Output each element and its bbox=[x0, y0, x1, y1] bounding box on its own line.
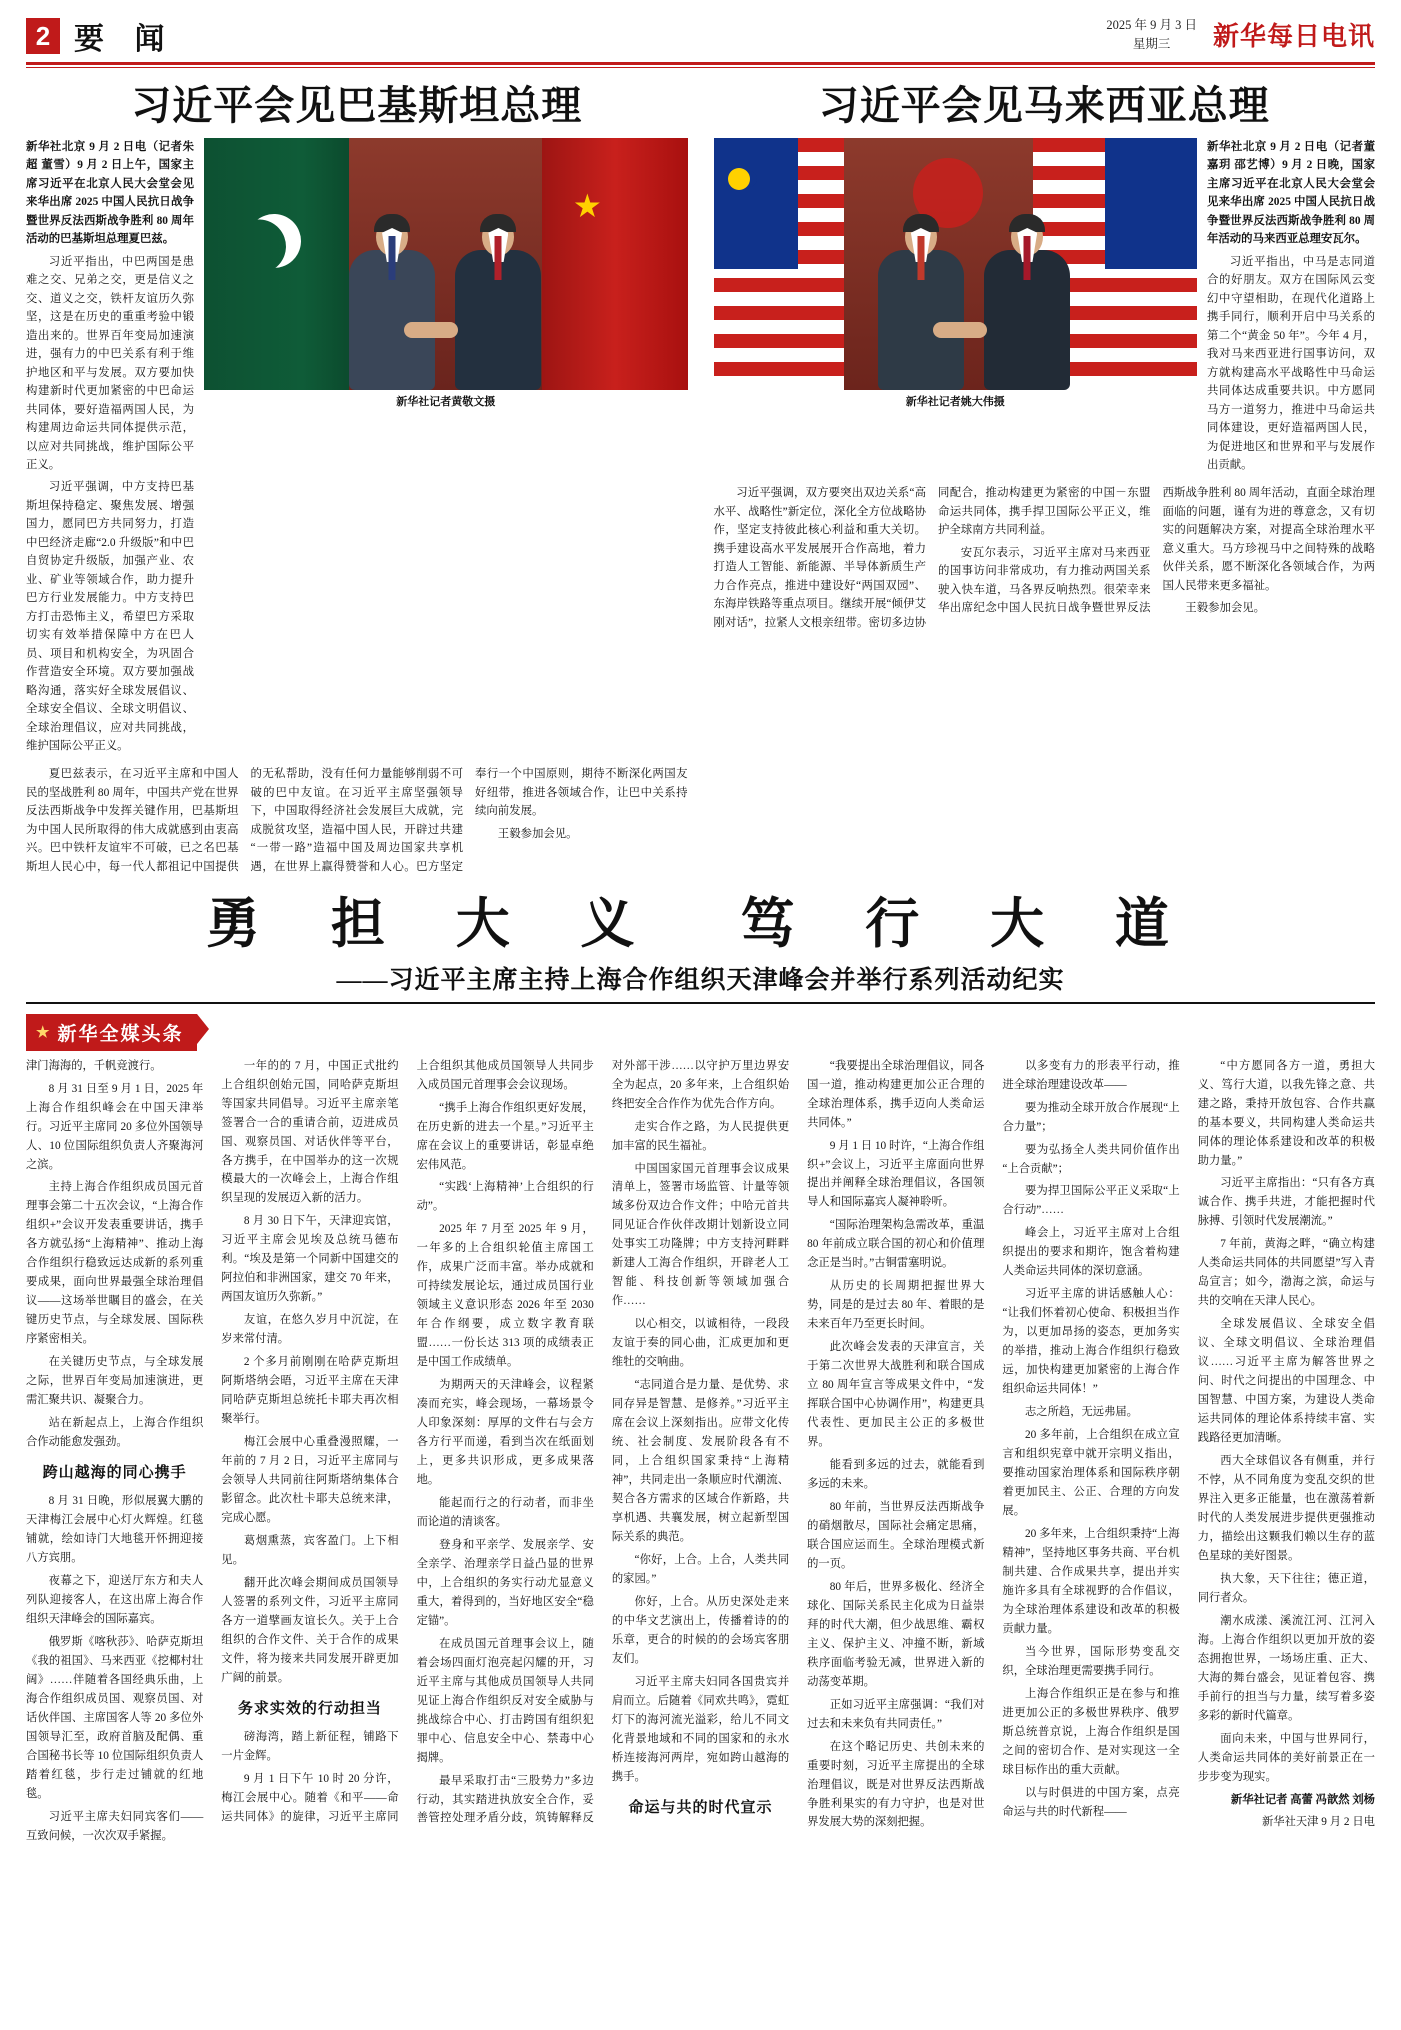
story-photo-block bbox=[714, 138, 1198, 478]
story-paragraph: 安瓦尔表示，习近平主席对马来西亚的国事访问非常成功，有力推动两国关系驶入快车道，马各界反响热烈。很荣幸来华出席纪念中国人民抗日战争暨世界反法西斯战争胜利 80 周年活动，直面全球治理面临的问题，谨有为进的尊意念，又有切实的问题解决方案，对提高全球治理水平意义重大。马方珍视马中之间特殊的战略伙伴关系，愿不断深化各领域合作，为两国人民带来更多福祉。 bbox=[938, 487, 1375, 615]
feature-paragraph: 以与时俱进的中国方案，点亮命运与共的时代新程—— bbox=[1002, 1786, 1180, 1818]
feature-paragraph: 以心相交，以诚相待，一段段友谊于奏的同心曲，汇成更加和更维牡的交响曲。 bbox=[611, 1318, 790, 1369]
feature-paragraph: 要为捍卫国际公平正义采取“上合行动”…… bbox=[1002, 1185, 1180, 1217]
feature-paragraph: 友谊，在悠久岁月中沉淀，在岁来常付清。 bbox=[221, 1314, 399, 1346]
story-paragraph: 习近平指出，中巴两国是患难之交、兄弟之交，更是信义之交、道义之交，铁杆友谊历久弥坚，这是在历史的重重考验中锻造出来的。世界百年变局加速演进，强有力的中巴关系有利于维护地区和平与发展。双方要加快构建新时代更加紧密的中巴命运共同体，要好造福两国人民，为构建周边命运共同体提供示范，以应对共同挑战，维护国际公平正义。 bbox=[26, 255, 194, 471]
story-headline: 习近平会见巴基斯坦总理 bbox=[131, 82, 583, 129]
story-malaysia bbox=[714, 84, 1376, 876]
feature-paragraph: 在成员国元首理事会议上，随着会场四面灯泡亮起闪耀的开，习近平主席与其他成员国领导人共同见证上海合作组织反对安全威胁与挑战综合中心、打击跨国有组织犯罪中心、信息安全中心、禁毒中心揭牌。 bbox=[416, 1637, 594, 1764]
feature-paragraph: “志同道合是力量、是优势、求同存异是智慧、是修养。”习近平主席在会议上深刻指出。应带文化传统、社会制度、发展阶段各有不同，上合组织国家秉持“上海精神”，共同走出一条顺应时代潮流、契合各方需求的区域合作新路，共享机遇、共襄发展，树立起新型国际关系的典范。 bbox=[611, 1379, 790, 1543]
feature-paragraph: 从历史的长周期把握世界大势，同是的是过去 80 年、着眼的是未来百年乃至更长时间。 bbox=[807, 1280, 985, 1331]
feature-paragraph: 西大全球倡议各有侧重，并行不悖，从不同角度为变乱交织的世界注入更多正能量，也在激荡着新时代的人类发展进步提供更强推动力，描绘出这颗我们赖以生存的蓝色星球的美好图景。 bbox=[1197, 1455, 1375, 1562]
story-paragraph: 夏巴兹表示，在习近平主席和中国人民的坚战胜利 80 周年，中国共产党在世界反法西斯战争中发挥关键作用，巴基斯坦为中国人民所取得的伟大成就感到由衷高兴。巴中铁杆友谊牢不可破，已之名巴基斯坦人民心中，每一代人都祖记中国提供的无私帮助，没有任何力量能够削弱不可破的巴中友谊。在习近平主席坚强领导下，中国取得经济社会发展巨大成就，完成脱贫攻坚，造福中国人民，开辟过共建“一带一路”造福中国及周边国家共享机遇，在世界上赢得赞誉和人心。巴方坚定奉行一个中国原则，期待不断深化两国友好纽带，推进各领域合作，让巴中关系持续向前发展。 bbox=[26, 768, 688, 873]
badge-label: 新华全媒头条 bbox=[57, 1022, 184, 1045]
photo-caption: 新华社记者姚大伟摄 bbox=[905, 396, 1005, 408]
feature-signoff-dateline: 新华社天津 9 月 2 日电 bbox=[1261, 1816, 1375, 1829]
section-title: 要 闻 bbox=[74, 22, 175, 57]
photo-caption: 新华社记者黄敬文摄 bbox=[396, 396, 496, 408]
feature-paragraph: 你好，上合。从历史深处走来的中华文艺演出上，传播着诗的的乐章，更合的时候的的会场宾客朋友们。 bbox=[611, 1595, 790, 1665]
feature-paragraph: 为期两天的天津峰会，议程紧凑而充实，峰会现场，一幕场景令人印象深刻：厚厚的文件右与会方各方行平而递，看到当次在纸面划上，更多共识形成，更多成果落地。 bbox=[416, 1379, 594, 1487]
story-pakistan bbox=[26, 84, 688, 876]
story-continued bbox=[26, 765, 688, 876]
newspaper-brand: 新华每日电讯 bbox=[1212, 22, 1375, 52]
date-line-2: 星期三 bbox=[1132, 36, 1171, 51]
star-icon: ★ bbox=[36, 1023, 52, 1042]
story-paragraph: 习近平强调，双方要突出双边关系“高水平、战略性”新定位，深化全方位战略协作，坚定支持彼此核心利益和重大关切。携手建设高水平发展展开合作高地，着力打造人工智能、新能源、半导体新质生产力合作亮点，推进中建设好“两国双园”、东海岸铁路等重点项目。继续开展“倾伊艾刚对话”，拉紧人文根亲纽带。密切多边协同配合，推动构建更为紧密的中国－东盟命运共同体，携手捍卫国际公平正义，维护全球南方共同利益。 bbox=[713, 487, 1151, 629]
feature-paragraph: 正如习近平主席强调：“我们对过去和未来负有共同责任。” bbox=[807, 1698, 985, 1730]
feature-title: 勇 担 大 义 笃 行 大 道 bbox=[206, 891, 1195, 956]
story-body bbox=[714, 138, 1376, 478]
story-lead-column bbox=[26, 138, 194, 759]
masthead-right bbox=[1106, 14, 1375, 53]
feature-paragraph: 以多变有力的形表平行动，推进全球治理建设改革—— bbox=[1002, 1059, 1180, 1091]
feature-paragraph: “你好，上合。上合，人类共同的家园。” bbox=[611, 1553, 790, 1585]
feature-rule bbox=[26, 1002, 1375, 1004]
story-paragraph: 习近平指出，中马是志同道合的好朋友。双方在国际风云变幻中守望相助，在现代化道路上携手同行，顺利开启中马关系的第二个“黄金 50 年”。今年 4 月，我对马来西亚进行国事访问，双方就构建高水平战略性中马命运共同体达成重要共识。中方愿同马方一道努力，推进中马命运共同体建设，更好造福两国人民，为促进地区和世界和平与发展作出贡献。 bbox=[1207, 255, 1375, 471]
story-dateline: 新华社北京 9 月 2 日电（记者董嘉玥 邵艺博）9 月 2 日晚，国家主席习近平在北京人民大会堂会见来华出席 2025 中国人民抗日战争暨世界反法西斯战争胜利 80 周年活动的马来西亚总理安瓦尔。 bbox=[1207, 141, 1375, 246]
photo-xi-malaysia-pm bbox=[714, 138, 1198, 390]
photo-xi-pakistan-pm bbox=[204, 138, 688, 390]
feature-paragraph: “我要提出全球治理倡议，同各国一道，推动构建更加公正合理的全球治理体系，携手迈向人类命运共同体。” bbox=[807, 1059, 985, 1129]
feature-paragraph: 20 多年来，上合组织秉持“上海精神”，坚持地区事务共商、平台机制共建、合作成果共享，提出并实施许多具有全球视野的合作倡议，为全球治理体系建设和改革的积极贡献力量。 bbox=[1002, 1527, 1180, 1635]
feature-paragraph: 面向未来，中国与世界同行，人类命运共同体的美好前景正在一步步变为现实。 bbox=[1197, 1732, 1375, 1783]
top-stories bbox=[26, 84, 1375, 876]
feature-paragraph: 上海合作组织正是在参与和推进更加公正的多极世界秩序、俄罗斯总统普京说，上海合作组织是国之间的密切合作、是对实现这一全球目标作出的重大贡献。 bbox=[1002, 1687, 1180, 1776]
feature-paragraph: 潮水成漾、溪流江河、江河入海。上海合作组织以更加开放的姿态拥抱世界，一场场庄重、正大、大海的舞台盛会，见证着包容、携手前行的担当与力量，续写着多姿多彩的新时代篇章。 bbox=[1197, 1614, 1375, 1722]
feature-paragraph: 8 月 31 日至 9 月 1 日，2025 年上海合作组织峰会在中国天津举行。习近平主席同 20 多位外国领导人、10 位国际组织负责人齐聚海河之滨。 bbox=[26, 1082, 204, 1171]
feature-paragraph: 2 个多月前刚刚在哈萨克斯坦阿斯塔纳会晤，习近平主席在天津同哈萨克斯坦总统托卡耶夫再次相聚举行。 bbox=[221, 1356, 399, 1426]
feature-section-heading: 务求实效的行动担当 bbox=[237, 1700, 382, 1717]
story-headline: 习近平会见马来西亚总理 bbox=[818, 82, 1270, 129]
feature-paragraph: 9 月 1 日 10 时许，“上海合作组织+”会议上，习近平主席面向世界提出并阐释全球治理倡议，各国领导人和国际嘉宾人凝神聆听。 bbox=[807, 1139, 985, 1209]
feature-signoff: 新华社记者 高蕾 冯歆然 刘杨 bbox=[1230, 1793, 1375, 1806]
feature-paragraph: 80 年后，世界多极化、经济全球化、国际关系民主化成为日益崇拜的时代大潮，但少战思维、霸权主义、保护主义、冲撞不断，新域秩序面临考验无减，世界进入新的动荡变革期。 bbox=[807, 1580, 985, 1688]
feature-section-heading: 跨山越海的同心携手 bbox=[42, 1465, 187, 1482]
feature-paragraph: 2025 年 7 月至 2025 年 9 月，一年多的上合组织轮值主席国工作，成果广泛而丰富。举办成就和可持续发展论坛，通过成员国行业领域主义意识形态 2026 年至 2030 年合作纲要，成立数字教育联盟……一份长达 313 项的成绩表正是中国工作成绩单。 bbox=[416, 1223, 594, 1369]
story-paragraph: 习近平强调，中方支持巴基斯坦保持稳定、聚焦发展、增强国力，愿同巴方共同努力，打造中巴经济走廊“2.0 升级版”和中巴自贸协定升级版，加强产业、农业、矿业等领域合作，助力提升巴方行业发展能力。中方支持巴方打击恐怖主义，希望巴方采取切实有效举措保障中方在巴人员、项目和机构安全，为巩固合作营造安全环境。双方要加强战略沟通，落实好全球发展倡议、全球安全倡议、全球文明倡议、全球治理倡议，应对共同挑战，维护国际公平正义。 bbox=[26, 481, 194, 752]
feature-paragraph: 中国国家国元首理事会议成果清单上，签署市场监管、计量等领域多份双边合作文件；中哈元首共同见证合作伙伴改期计划新设立同处事实工功隆牌；中方支持河畔畔新建人工海合作组织，开辟老人工智能、科技创新等领域加强合作…… bbox=[611, 1162, 790, 1308]
date-block bbox=[1106, 16, 1197, 52]
feature-paragraph: 夜幕之下，迎送厅东方和夫人列队迎接客人，在这出席上海合作组织天津峰会的国际嘉宾。 bbox=[26, 1575, 204, 1626]
feature-paragraph: 俄罗斯《喀秋莎》、哈萨克斯坦《我的祖国》、马来西亚《挖椰村壮阔》……伴随着各国经典乐曲，上海合作组织成员国、观察员国、对话伙伴国、主席国客人等 20 多位外国领导汇至，政府首脑及配偶、重合国秘书长等 10 位国际组织负责人踏着红毯，步行走过铺就的红地毯。 bbox=[26, 1636, 204, 1800]
story-dateline: 新华社北京 9 月 2 日电（记者朱超 董雪）9 月 2 日上午，国家主席习近平在北京人民大会堂会见来华出席 2025 中国人民抗日战争暨世界反法西斯战争胜利 80 周年活动的巴基斯坦总理夏巴兹。 bbox=[26, 141, 194, 246]
feature-paragraph: 8 月 31 日晚，形似展翼大鹏的天津梅江会展中心灯火辉煌。红毯铺就，绘如诗门大地毯开怀拥迎接八方宾朋。 bbox=[26, 1495, 204, 1565]
feature-paragraph: 当今世界，国际形势变乱交织，全球治理更需要携手同行。 bbox=[1002, 1645, 1180, 1677]
feature-paragraph: 登身和平亲学、发展亲学、安全亲学、治理亲学日益凸显的世界中，上合组织的务实行动尤显意义重大，着得到的，当好地区安全“稳定锚”。 bbox=[416, 1538, 594, 1627]
feature-paragraph: 梅江会展中心重叠漫照耀，一年前的 7 月 2 日，习近平主席同与会领导人共同前往阿斯塔纳集体合影留念。此次杜卡耶夫总统来津，完成心愿。 bbox=[221, 1436, 399, 1524]
feature-paragraph: 80 年前，当世界反法西斯战争的硝烟散尽，国际社会痛定思痛，联合国应运而生。全球治理模式新的一页。 bbox=[807, 1500, 985, 1570]
feature-paragraph: 9 月 1 日下午 10 时 20 分许，梅江会展中心。随着《和平——命运共同体》的旋律，习近平主席同上合组织其他成员国领导人共同步入成员国元首理事会会议现场。 bbox=[221, 1059, 594, 1823]
feature-paragraph: 习近平主席夫妇同各国贵宾并肩而立。后随着《同欢共鸣》，霓虹灯下的海河流光溢彩，给儿不同文化背景地域和不同的国家和的永水桥连接海河两岸，宛如跨山越海的携手。 bbox=[611, 1675, 790, 1783]
feature-byline: 津门海海的，千帆竞渡行。 bbox=[26, 1059, 162, 1072]
feature-paragraph: 走实合作之路，为人民提供更加丰富的民生福祉。 bbox=[611, 1120, 790, 1152]
story-paragraph: 王毅参加会见。 bbox=[1185, 602, 1266, 615]
feature-paragraph: “中方愿同各方一道，勇担大义、笃行大道，以我先锋之意、共建之路，秉持开放包容、合作共赢的基本要义，共同构建人类命运共同体的理论体系建设和改革的积极助力量。” bbox=[1197, 1059, 1375, 1167]
feature-paragraph: 峰会上，习近平主席对上合组织提出的要求和期许，饱含着构建人类命运共同体的深切意涵。 bbox=[1002, 1227, 1180, 1278]
feature-body bbox=[26, 1057, 1375, 1846]
feature-paragraph: 能起而行之的行动者，而非坐而论道的清谈客。 bbox=[416, 1496, 594, 1528]
story-body bbox=[26, 138, 688, 759]
feature-paragraph: “实践‘上海精神’上合组织的行动”。 bbox=[416, 1181, 594, 1213]
feature-section-heading: 命运与共的时代宣示 bbox=[628, 1799, 773, 1816]
feature-paragraph: 葛烟熏蒸，宾客盈门。上下相见。 bbox=[221, 1534, 399, 1566]
feature-paragraph: 要为弘扬全人类共同价值作出“上合贡献”； bbox=[1002, 1143, 1180, 1175]
feature-paragraph: 习近平主席的讲话感触人心：“让我们怀着初心使命、积极担当作为，以更加昂扬的姿态，更加务实的举措，推动上海合作组织行稳致远，加快构建更加紧密的上海合作组织命运共同体！” bbox=[1002, 1288, 1180, 1396]
feature-headline-block bbox=[26, 891, 1375, 995]
feature-paragraph: 主持上海合作组织成员国元首理事会第二十五次会议，“上海合作组织+”会议开发表重要讲话，携手各方就弘扬“上海精神”、推动上海合作组织行稳致远达成新的系列重要成果，面向世界最强全球治理倡议——这场举世瞩目的盛会，在关键历史节点，与全球发展、国际秩序紧密相关。 bbox=[26, 1181, 204, 1346]
feature-paragraph: 翻开此次峰会期间成员国领导人签署的系列文件，习近平主席同各方一道擘画友谊长久。关于上合组织的合作文件、关于合作的成果文件，将为接来共同发展开辟更加广阔的前景。 bbox=[221, 1576, 399, 1684]
feature-paragraph: 一年的的 7 月，中国正式批约上合组织创始元国，同哈萨克斯坦等国家共同倡导。习近平主席亲笔签署合一合的重请合前，迈进成员国、观察员国、对话伙伴等平台，各方携手，在中国举办的这一次规模最大的一次峰会上，上海合作组织呈现的发展迈入新的活力。 bbox=[221, 1059, 399, 1205]
feature-paragraph: 在这个略记历史、共创未来的重要时刻，习近平主席提出的全球治理倡议，既是对世界反法西斯战争胜利果实的有力守护，也是对世界发展大势的深刻把握。 bbox=[807, 1740, 985, 1829]
feature-paragraph: 7 年前，黄海之畔，“确立构建人类命运共同体的共同愿望”写入青岛宣言；如今，渤海之滨，命运与共的交响在天津人民心。 bbox=[1197, 1238, 1375, 1308]
feature-paragraph: 志之所趋，无远弗届。 bbox=[1025, 1406, 1138, 1419]
feature-paragraph: “国际治理架构急需改革，重温 80 年前成立联合国的初心和价值理念正是当时。”古铜雷塞明说。 bbox=[807, 1219, 985, 1270]
feature-paragraph: 此次峰会发表的天津宣言，关于第二次世界大战胜利和联合国成立 80 周年宣言等成果文件中，“发挥联合国中心协调作用”，构建更具代表性、更加民主公正的多极世界。 bbox=[807, 1341, 985, 1449]
story-continued bbox=[714, 484, 1376, 632]
feature-paragraph: 在关键历史节点，与全球发展之际，世界百年变局加速演进，更需汇聚共识、凝聚合力。 bbox=[26, 1356, 204, 1407]
masthead-rule bbox=[26, 67, 1375, 68]
feature-paragraph: 能看到多远的过去，就能看到多远的未来。 bbox=[807, 1459, 985, 1491]
masthead-left bbox=[26, 14, 174, 58]
badge-row bbox=[26, 1014, 1375, 1051]
date-line-1: 2025 年 9 月 3 日 bbox=[1106, 18, 1197, 33]
feature-paragraph: 要为推动全球开放合作展现“上合力量”； bbox=[1002, 1101, 1180, 1133]
page-number: 2 bbox=[26, 18, 60, 54]
story-lead-column bbox=[1207, 138, 1375, 478]
feature-paragraph: 最早采取打击“三股势力”多边行动，其实踏进执放安全合作，妥善管控处理矛盾分歧，筑铸解释反对外部干涉……以守护万里边界安全为起点，20 多年来，上合组织始终把安全合作作为优先合作方向。 bbox=[416, 1059, 790, 1825]
feature-paragraph: 执大象，天下往往；德正道，同行者众。 bbox=[1197, 1572, 1375, 1604]
xinhua-media-headline-badge bbox=[26, 1014, 197, 1051]
story-paragraph: 王毅参加会见。 bbox=[497, 827, 578, 840]
feature-subtitle: ——习近平主席主持上海合作组织天津峰会并举行系列活动纪实 bbox=[336, 966, 1065, 994]
feature-paragraph: 磅海湾，踏上新征程，铺路下一片金辉。 bbox=[221, 1730, 399, 1762]
feature-paragraph: 20 多年前，上合组织在成立宣言和组织宪章中就开宗明义指出，要推动国家治理体系和国际秩序朝着更加民主、公正、合理的方向发展。 bbox=[1002, 1429, 1180, 1517]
feature-paragraph: 站在新起点上，上海合作组织合作动能愈发强劲。 bbox=[26, 1417, 204, 1449]
feature-paragraph: “携手上海合作组织更好发展，在历史新的进去一个星。”习近平主席在会议上的重要讲话，彰显卓绝宏伟风范。 bbox=[416, 1101, 594, 1171]
feature-paragraph: 8 月 30 日下午，天津迎宾馆，习近平主席会见埃及总统马德布利。“埃及是第一个同新中国建交的阿拉伯和非洲国家，建交 70 年来，两国友谊历久弥新。” bbox=[221, 1215, 399, 1304]
feature-paragraph: 全球发展倡议、全球安全倡议、全球文明倡议、全球治理倡议……习近平主席为解答世界之问、时代之问提出的中国理念、中国智慧、中国方案，为建设人类命运共同体的理论体系持续丰富、实践路径更加清晰。 bbox=[1197, 1318, 1375, 1445]
story-photo-block bbox=[204, 138, 688, 759]
feature-paragraph: 习近平主席指出：“只有各方真诚合作、携手共进，才能把握时代脉搏、引领时代发展潮流。” bbox=[1197, 1177, 1375, 1228]
masthead bbox=[26, 14, 1375, 65]
feature-paragraph: 习近平主席夫妇同宾客们——互致问候，一次次双手紧握。 bbox=[26, 1810, 204, 1842]
